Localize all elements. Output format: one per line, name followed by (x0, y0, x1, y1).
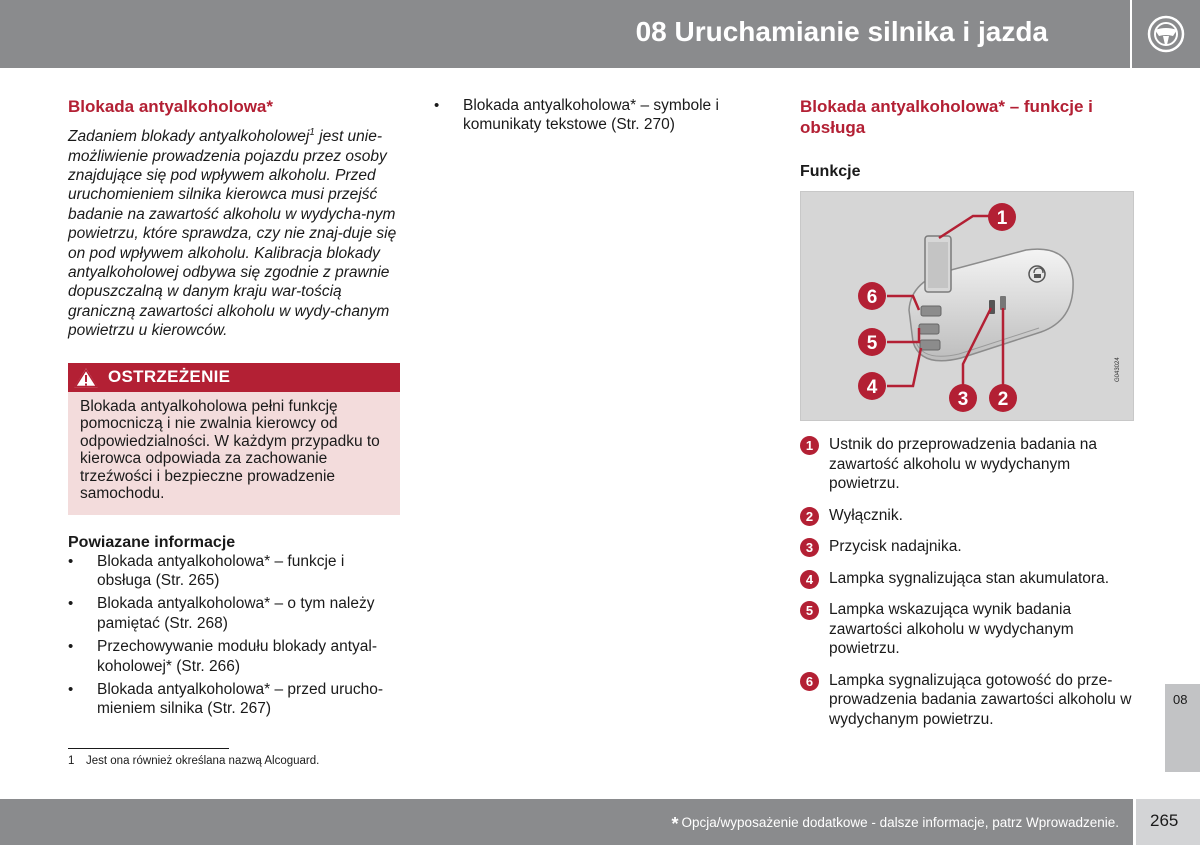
related-list (68, 552, 400, 719)
callout-number: 6 (800, 672, 819, 691)
chapter-title: 08 Uruchamianie silnika i jazda (635, 16, 1048, 47)
warning-text: Blokada antyalkoholowa pełni funkcję pomocniczą i nie zwalnia kierowcy od odpowiedzialności. W każdym przypadku to kierowca odpowiada za zachowanie trzeźwości i bezpieczne prowadzenie samochodu. (80, 397, 380, 503)
callout-list (800, 435, 1140, 729)
related-heading: Powiazane informacje (68, 533, 236, 551)
figure-label-3: 3 (957, 389, 969, 410)
section-title: Blokada antyalkoholowa* – funkcje i obsługa (800, 97, 1093, 137)
warning-header (68, 363, 400, 392)
column-left (68, 96, 400, 723)
figure-code: G043024 (1115, 357, 1121, 382)
intro-paragraph (68, 123, 400, 341)
footer-star: * (671, 814, 679, 834)
callout-item (800, 600, 1140, 659)
related-link[interactable]: • Blokada antyalkoholowa* – symbole i komunikaty tekstowe (Str. 270) (434, 96, 734, 135)
figure-label-5: 5 (866, 333, 878, 354)
callout-number: 2 (800, 507, 819, 526)
callout-item (800, 671, 1140, 730)
page-number-box (1136, 799, 1200, 845)
column-right (800, 96, 1140, 741)
callout-number: 4 (800, 570, 819, 589)
figure-label-6: 6 (866, 287, 878, 308)
footnote (68, 755, 319, 767)
column-middle (434, 96, 734, 139)
page-number: 265 (1150, 811, 1179, 830)
callout-text: Ustnik do przeprowadzenia badania na zawartość alkoholu w wydychanym powietrzu. (829, 436, 1097, 492)
chapter-icon-box (1132, 0, 1200, 68)
intro-text-b: jest unie-możliwienie prowadzenia pojazdu przez osoby znajdujące się pod wpływem alkoholu. Przed uruchomieniem silnika kierowca musi przejść badanie na zawartość alkoholu w wydycha-nym powietrzu, które sprawdza, czy nie znaj-duje się on pod wpływem alkoholu. Kalibracja blokady antyalkoholowej odbywa się zgodnie z prawnie dopuszczalną w danym kraju war-tością graniczną zawartości alkoholu w wydy-chanym powietrzu u kierowców. (68, 128, 397, 340)
callout-text: Lampka sygnalizująca gotowość do prze-prowadzenia badania zawartości alkoholu w wydychanym powietrzu. (829, 671, 1132, 728)
callout-text: Wyłącznik. (829, 506, 903, 524)
device-illustration (800, 191, 1134, 421)
footnote-mark: 1 (68, 755, 75, 767)
page-header (0, 0, 1130, 68)
callout-item (800, 537, 1140, 557)
figure-label-2: 2 (997, 389, 1009, 410)
footnote-rule (68, 748, 229, 749)
page-footer (0, 799, 1133, 845)
callout-text: Lampka sygnalizująca stan akumulatora. (829, 569, 1110, 587)
callout-number: 3 (800, 538, 819, 557)
warning-label: OSTRZEŻENIE (108, 366, 231, 386)
intro-text-a: Zadaniem blokady antyalkoholowej (68, 128, 310, 146)
callout-item (800, 569, 1140, 589)
figure-label-1: 1 (996, 208, 1008, 229)
warning-box (68, 363, 400, 515)
related-link[interactable]: • Przechowywanie modułu blokady antyal-koholowej* (Str. 266) (68, 637, 400, 676)
callout-item (800, 435, 1140, 494)
callout-text: Przycisk nadajnika. (829, 538, 962, 555)
subheading: Funkcje (800, 163, 861, 180)
callout-item (800, 506, 1140, 526)
alcolock-device-drawing (801, 192, 1133, 420)
figure-label-4: 4 (866, 377, 878, 398)
warning-triangle-icon (72, 366, 100, 389)
callout-number: 1 (800, 436, 819, 455)
related-link[interactable]: • Blokada antyalkoholowa* – o tym należy pamiętać (Str. 268) (68, 594, 400, 633)
footer-note (672, 814, 1119, 835)
callout-text: Lampka wskazująca wynik badania zawartości alkoholu w wydychanym powietrzu. (829, 601, 1074, 657)
callout-number: 5 (800, 601, 819, 620)
steering-wheel-icon (1146, 14, 1186, 54)
chapter-side-tab (1165, 684, 1200, 772)
related-link[interactable]: • Blokada antyalkoholowa* – funkcje i obsługa (Str. 265) (68, 552, 400, 591)
footer-text: Opcja/wyposażenie dodatkowe - dalsze informacje, patrz Wprowadzenie. (681, 815, 1119, 830)
related-list-continued (434, 96, 734, 135)
related-link[interactable]: • Blokada antyalkoholowa* – przed urucho-mieniem silnika (Str. 267) (68, 680, 400, 719)
footnote-ref[interactable]: 1 (309, 127, 315, 138)
section-title: Blokada antyalkoholowa* (68, 97, 273, 116)
chapter-tab-label: 08 (1173, 692, 1188, 707)
footnote-text: Jest ona również określana nazwą Alcoguard. (86, 755, 320, 767)
